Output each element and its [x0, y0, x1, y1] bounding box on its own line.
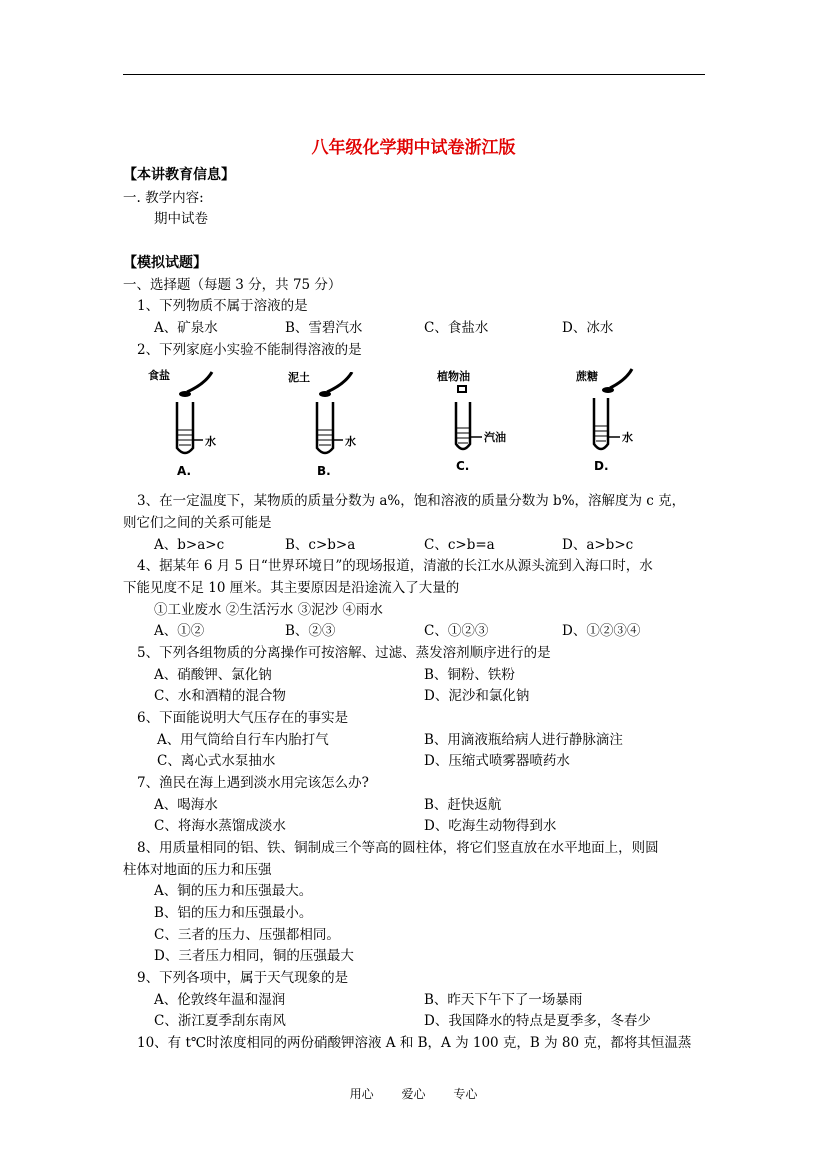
- q3-option-d: D、a>b>c: [562, 537, 634, 553]
- page-footer: [0, 1085, 827, 1102]
- figure-c-letter: C.: [456, 459, 470, 473]
- q2-figure-a: [145, 369, 225, 478]
- info-heading: 【本讲教育信息】: [123, 167, 235, 183]
- q4-items: ①工业废水 ②生活污水 ③泥沙 ④雨水: [154, 602, 383, 618]
- q1-option-d: D、冰水: [562, 320, 614, 336]
- q2-stem: 2、下列家庭小实验不能制得溶液的是: [137, 342, 362, 358]
- q4-line2: 下能见度不足 10 厘米。其主要原因是沿途流入了大量的: [123, 580, 460, 596]
- q2-figure-c: [432, 366, 512, 473]
- q4-option-b: B、②③: [285, 623, 336, 639]
- q9-option-d: D、我国降水的特点是夏季多，冬春少: [424, 1013, 651, 1029]
- q7-option-d: D、吃海生动物得到水: [424, 818, 557, 834]
- q7-option-b: B、赶快返航: [424, 797, 502, 813]
- q10-line1: 10、有 t℃时浓度相同的两份硝酸钾溶液 A 和 B，A 为 100 克，B 为 80 克，都将其恒温蒸: [137, 1035, 692, 1051]
- figure-c-top-label: 植物油: [437, 370, 470, 383]
- content-label: 一. 教学内容:: [123, 190, 204, 206]
- figure-b-letter: B.: [317, 464, 331, 478]
- q3-option-c: C、c>b=a: [424, 537, 495, 553]
- q9-stem: 9、下列各项中，属于天气现象的是: [137, 970, 349, 986]
- mock-heading: 【模拟试题】: [123, 255, 207, 271]
- q8-line2: 柱体对地面的压力和压强: [123, 862, 272, 878]
- footer-text-1: 用心: [349, 1087, 374, 1101]
- q8-line1: 8、用质量相同的铝、铁、铜制成三个等高的圆柱体，将它们竖直放在水平地面上，则圆: [137, 840, 659, 856]
- q2-figure-b: [285, 371, 365, 478]
- q1-stem: 1、下列物质不属于溶液的是: [137, 298, 308, 314]
- figure-d-side-label: 水: [622, 431, 633, 444]
- q3-option-b: B、c>b>a: [285, 537, 356, 553]
- q3-line1: 3、在一定温度下，某物质的质量分数为 a%，饱和溶液的质量分数为 b%，溶解度为 c 克，: [137, 493, 686, 509]
- figure-d-top-label: 蔗糖: [576, 370, 598, 383]
- q7-stem: 7、渔民在海上遇到淡水用完该怎么办?: [137, 775, 369, 791]
- q4-line1: 4、据某年 6 月 5 日“世界环境日”的现场报道，清澈的长江水从源头流到入海口时，水: [137, 558, 653, 574]
- q1-option-b: B、雪碧汽水: [285, 320, 363, 336]
- part1-heading: 一、选择题（每题 3 分，共 75 分）: [123, 277, 342, 293]
- q5-option-b: B、铜粉、铁粉: [424, 667, 515, 683]
- q5-option-c: C、水和酒精的混合物: [154, 688, 286, 704]
- footer-text-2: 爱心: [401, 1087, 426, 1101]
- q6-option-c: C、离心式水泵抽水: [157, 753, 276, 769]
- q1-option-c: C、食盐水: [424, 320, 489, 336]
- q8-option-a: A、铜的压力和压强最大。: [154, 883, 313, 899]
- page-title: 八年级化学期中试卷浙江版: [311, 138, 516, 158]
- content-value: 期中试卷: [154, 211, 208, 227]
- figure-b-top-label: 泥土: [288, 371, 310, 384]
- figure-a-letter: A.: [177, 464, 192, 478]
- q6-option-b: B、用滴液瓶给病人进行静脉滴注: [424, 732, 623, 748]
- q4-option-a: A、①②: [154, 623, 205, 639]
- q1-option-a: A、矿泉水: [154, 320, 218, 336]
- q5-stem: 5、下列各组物质的分离操作可按溶解、过滤、蒸发溶剂顺序进行的是: [137, 645, 551, 661]
- q8-option-d: D、三者压力相同，铜的压强最大: [154, 948, 354, 964]
- q7-option-a: A、喝海水: [154, 797, 218, 813]
- figure-a-top-label: 食盐: [148, 369, 170, 382]
- q6-stem: 6、下面能说明大气压存在的事实是: [137, 710, 349, 726]
- q9-option-a: A、伦敦终年温和湿润: [154, 992, 286, 1008]
- q2-figure-d: [570, 366, 650, 473]
- q3-line2: 则它们之间的关系可能是: [123, 515, 272, 531]
- figure-d-letter: D.: [594, 459, 609, 473]
- figure-b-side-label: 水: [345, 435, 356, 448]
- q3-option-a: A、b>a>c: [154, 537, 225, 553]
- q9-option-c: C、浙江夏季刮东南风: [154, 1013, 286, 1029]
- q4-option-c: C、①②③: [424, 623, 489, 639]
- header-rule: [123, 74, 705, 75]
- q5-option-a: A、硝酸钾、氯化钠: [154, 667, 272, 683]
- footer-text-3: 专心: [453, 1087, 478, 1101]
- q7-option-c: C、将海水蒸馏成淡水: [154, 818, 286, 834]
- figure-a-side-label: 水: [205, 435, 216, 448]
- q8-option-c: C、三者的压力、压强都相同。: [154, 927, 340, 943]
- q9-option-b: B、昨天下午下了一场暴雨: [424, 992, 583, 1008]
- figure-c-side-label: 汽油: [484, 431, 506, 444]
- q6-option-d: D、压缩式喷雾器喷药水: [424, 753, 570, 769]
- q8-option-b: B、铝的压力和压强最小。: [154, 905, 313, 921]
- q5-option-d: D、泥沙和氯化钠: [424, 688, 530, 704]
- q4-option-d: D、①②③④: [562, 623, 641, 639]
- q6-option-a: A、用气筒给自行车内胎打气: [157, 732, 329, 748]
